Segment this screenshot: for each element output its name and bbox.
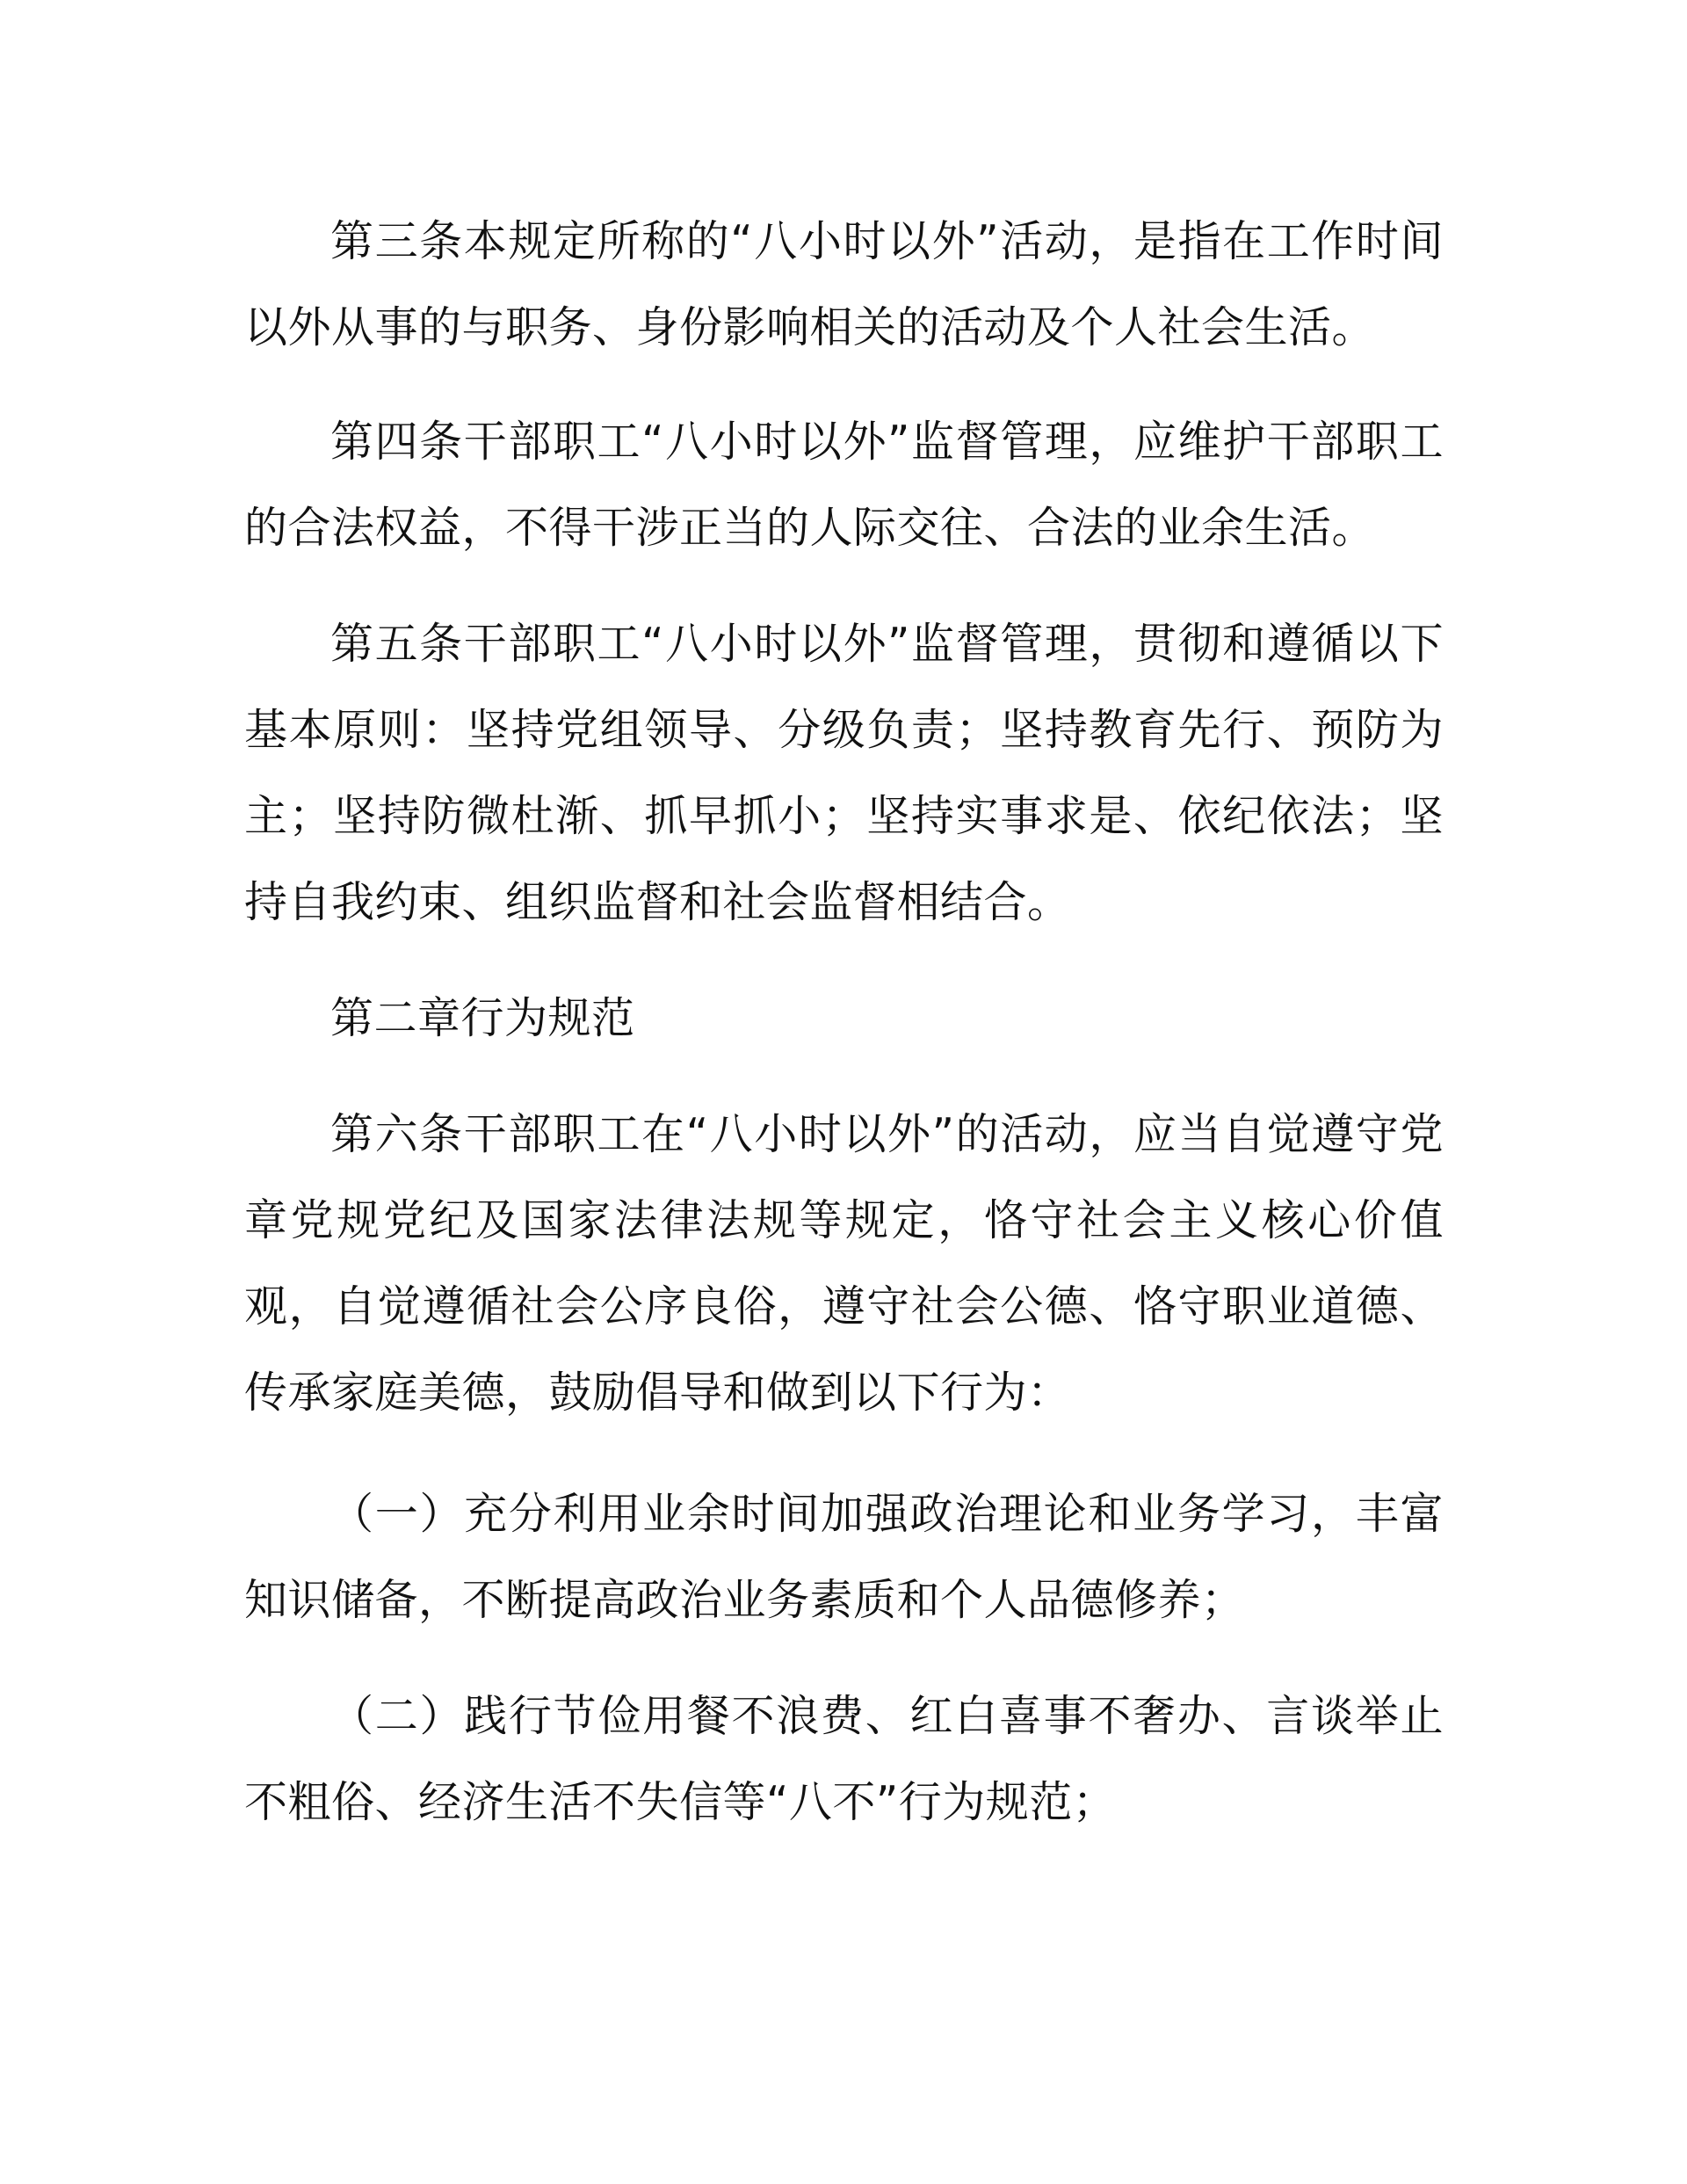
paragraph-article-5: 第五条干部职工“八小时以外”监督管理，贯彻和遵循以下基本原则：坚持党组领导、分级负责；坚持教育先行、预防为主；坚持防微杜渐、抓早抓小；坚持实事求是、依纪依法；坚持自我约束、组织监督和社会监督相结合。	[244, 619, 1444, 927]
list-item-1: （一）充分利用业余时间加强政治理论和业务学习，丰富知识储备，不断提高政治业务素质和个人品德修养；	[244, 1489, 1444, 1625]
list-item-2: （二）践行节俭用餐不浪费、红白喜事不奢办、言谈举止不粗俗、经济生活不失信等“八不”行为规范；	[244, 1691, 1444, 1827]
paragraph-article-3: 第三条本规定所称的“八小时以外”活动，是指在工作时间以外从事的与职务、身份影响相关的活动及个人社会生活。	[244, 216, 1444, 352]
paragraph-article-6: 第六条干部职工在“八小时以外”的活动，应当自觉遵守党章党规党纪及国家法律法规等规定，恪守社会主义核心价值观，自觉遵循社会公序良俗，遵守社会公德、恪守职业道德、传承家庭美德，鼓励倡导和做到以下行为：	[244, 1109, 1444, 1418]
chapter-heading: 第二章行为规范	[330, 993, 635, 1043]
paragraph-article-4: 第四条干部职工“八小时以外”监督管理，应维护干部职工的合法权益，不得干涉正当的人际交往、合法的业余生活。	[244, 417, 1444, 553]
document-body	[244, 199, 1444, 1846]
